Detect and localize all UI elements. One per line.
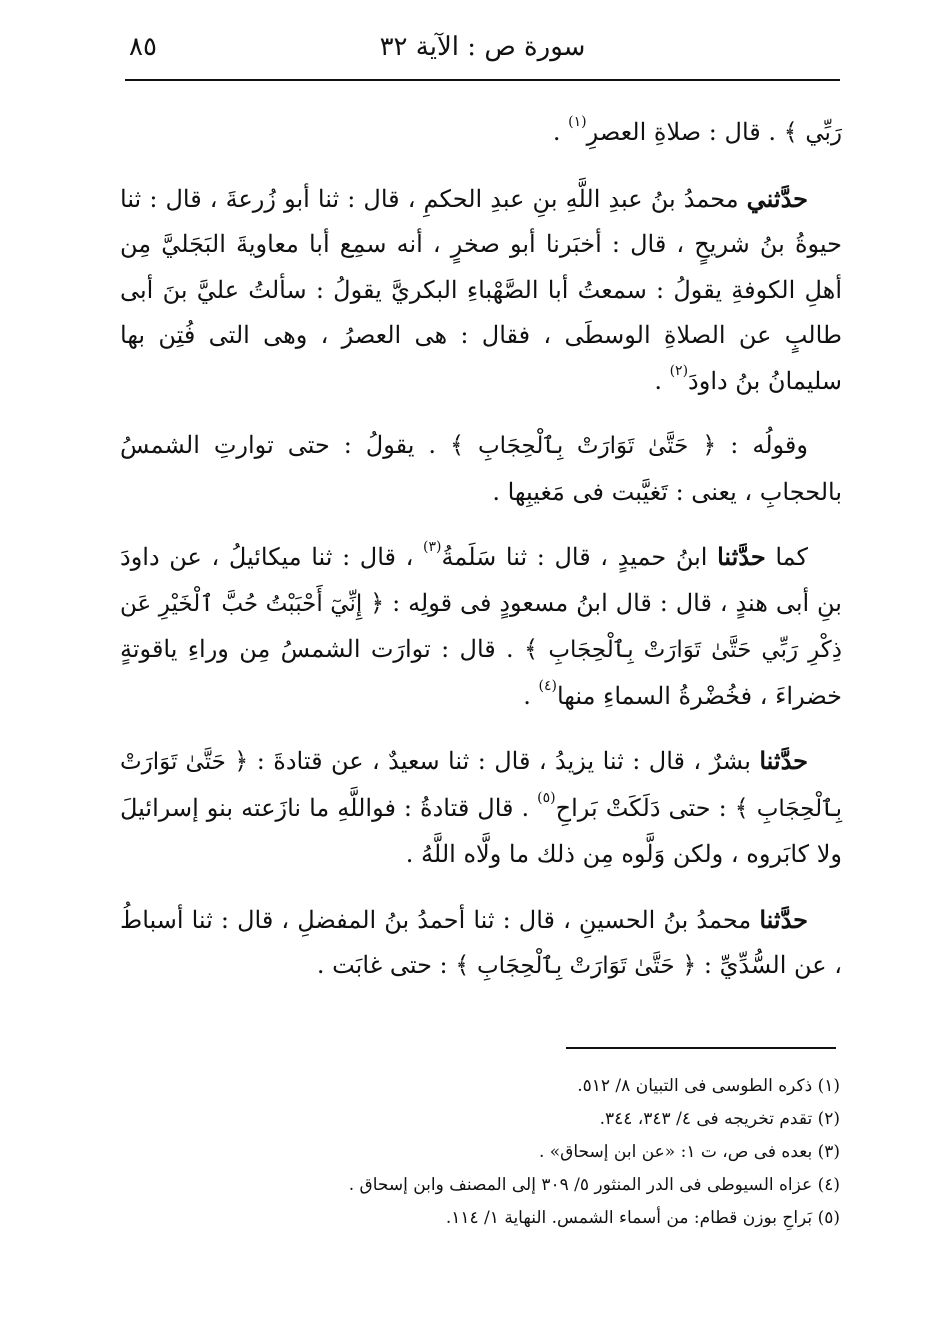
- text-run: محمدُ بنُ الحسينِ ، قال : ثنا أحمدُ بنُ المفضلِ ، قال : ثنا أسباطُ ، عن السُّدِّيِّ : ﴿: [120, 905, 842, 979]
- quran-quote: رَبِّي: [805, 120, 842, 146]
- paragraph: [120, 423, 842, 515]
- quran-quote: حَتَّىٰ تَوَارَتْ بِٱلْحِجَابِ: [120, 749, 842, 822]
- quran-quote: حَتَّىٰ تَوَارَتْ بِٱلْحِجَابِ: [476, 953, 675, 979]
- text-run: ﴾ : حتى غابَت .: [316, 951, 477, 979]
- text-run: ، قال : ثنا ميكائيلُ ، عن داودَ بنِ أبى هندٍ ، قال : قال ابنُ مسعودٍ فى قولِه : ﴿: [120, 543, 842, 617]
- footnote-marker: (٤): [538, 677, 557, 694]
- text-run: محمدُ بنُ عبدِ اللَّهِ بنِ عبدِ الحكمِ ، قال : ثنا أبو زُرعةَ ، قال : ثنا حيوةُ بنُ شريحٍ ، قال : أخبَرنا أبو صخرٍ ، أنه سمِع أبا معاويةَ البَجَليَّ مِن أهلِ الكوفةِ يقولُ : سمعتُ أبا الصَّهْباءِ البكريَّ يقولُ : سألتُ عليَّ بنَ أبى طالبٍ عن الصلاةِ الوسطَى ، فقال : هى العصرُ ، وهى التى فُتِن بها سليمانُ بنُ داودَ: [120, 184, 842, 395]
- main-text: [120, 110, 842, 1009]
- header-rule: [125, 79, 840, 81]
- text-run: ﴾ . قال : توارَت الشمسُ مِن وراءِ ياقوتةٍ خضراءَ ، فخُضْرةُ السماءِ منها: [120, 635, 842, 710]
- footnote-marker: (٢): [669, 362, 689, 379]
- bold-lead: حدَّثنا: [759, 746, 808, 775]
- text-run: وقولُه : ﴿: [688, 431, 808, 459]
- text-run: بشرٌ ، قال : ثنا يزيدُ ، قال : ثنا سعيدٌ ، عن قتادةَ : ﴿: [225, 747, 760, 775]
- text-run: ﴾ : حتى دَلَكَتْ بَراحِ: [555, 793, 757, 822]
- page-number: ٨٥: [129, 32, 157, 62]
- paragraph: [120, 738, 842, 878]
- footnote-marker: (١): [568, 114, 587, 130]
- paragraph: [120, 110, 842, 157]
- quran-quote: حَتَّىٰ تَوَارَتْ بِٱلْحِجَابِ: [478, 433, 689, 459]
- bold-lead: حدَّثنا: [717, 542, 766, 571]
- page-header: [125, 24, 840, 76]
- paragraph: [120, 534, 842, 719]
- footnote-marker: (٥): [537, 789, 556, 806]
- bold-lead: حدَّثني: [746, 183, 808, 213]
- footnote: (٥) بَراحِ بوزن قطام: من أسماء الشمس. النهاية ١/ ١١٤.: [445, 1208, 840, 1228]
- footnote: (٤) عزاه السيوطى فى الدر المنثور ٥/ ٣٠٩ إلى المصنف وابن إسحاق .: [348, 1175, 840, 1195]
- text-run: .: [654, 366, 670, 395]
- text-run: ﴾ . قال : صلاةِ العصرِ: [586, 118, 806, 146]
- paragraph: [120, 897, 842, 990]
- text-run: . قال قتادةُ : فواللَّهِ ما نازَعته بنو إسرائيلَ ولا كابَروه ، ولكن وَلَّوه مِن ذلك ما ولَّاه اللَّهُ .: [120, 793, 842, 868]
- text-run: .: [523, 681, 539, 710]
- footnotes: [250, 1070, 840, 1235]
- quran-quote: إِنِّيٓ أَحْبَبْتُ حُبَّ ٱلْخَيْرِ عَن ذِكْرِ رَبِّي حَتَّىٰ تَوَارَتْ بِٱلْحِجَابِ: [120, 590, 843, 663]
- footnote: (٣) بعده فى ص، ت ١: «عن ابن إسحاق» .: [538, 1142, 840, 1162]
- bold-lead: حدَّثنا: [759, 904, 808, 934]
- footnote-marker: (٣): [423, 539, 442, 555]
- text-run: .: [552, 118, 569, 146]
- text-run: ﴾ . يقولُ : حتى توارتِ الشمسُ بالحجابِ ، يعنى : تَغيَّبت فى مَغيبِها .: [120, 431, 842, 506]
- footnote: (١) ذكره الطوسى فى التبيان ٨/ ٥١٢.: [577, 1076, 840, 1096]
- footnote-rule: [566, 1047, 836, 1049]
- footnote: (٢) تقدم تخريجه فى ٤/ ٣٤٣، ٣٤٤.: [599, 1109, 840, 1129]
- running-title: سورة ص : الآية ٣٢: [379, 32, 586, 62]
- text-run: ابنُ حميدٍ ، قال : ثنا سَلَمةُ: [441, 543, 718, 571]
- paragraph: [120, 176, 842, 405]
- text-run: كما: [765, 543, 808, 571]
